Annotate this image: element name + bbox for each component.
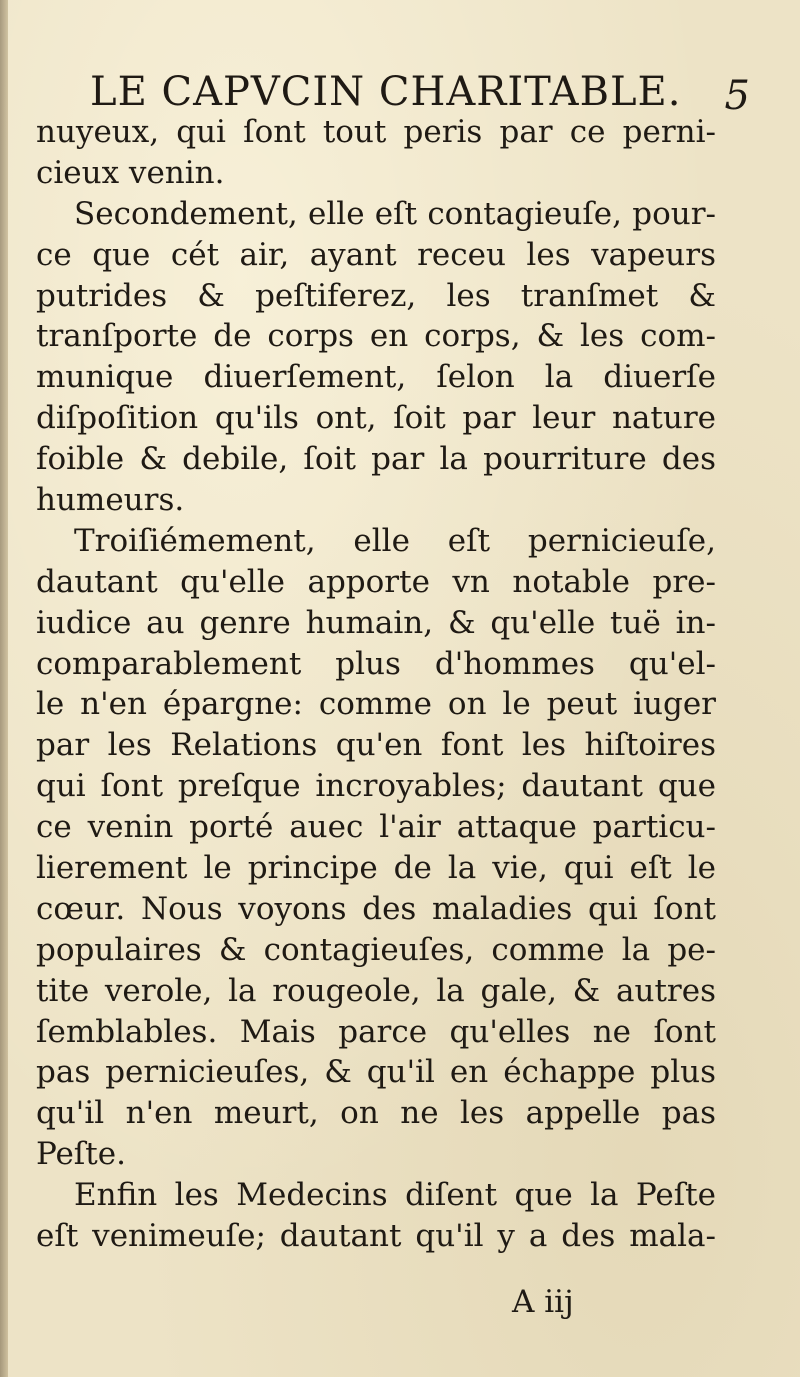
text-line: munique diuerſement, ſelon la diuerſe <box>36 359 716 396</box>
text-line: ce que cét air, ayant receu les vapeurs <box>36 236 716 273</box>
running-head: LE CAPVCIN CHARITABLE. <box>90 69 682 115</box>
text-line: Enfin les Medecins diſent que la Peſte <box>74 1177 716 1214</box>
text-line: foible & debile, ſoit par la pourriture des <box>36 441 716 478</box>
text-line: le n'en épargne: comme on le peut iuger <box>36 686 716 723</box>
page-number: 5 <box>724 73 750 119</box>
text-line: cieux venin. <box>36 154 225 191</box>
text-line: tranſporte de corps en corps, & les com- <box>36 318 716 355</box>
page-edge-shadow <box>0 0 8 1377</box>
text-line: eſt venimeuſe; dautant qu'il y a des mala- <box>36 1218 716 1255</box>
text-line: iudice au genre humain, & qu'elle tuë in- <box>36 604 716 641</box>
text-line: pas pernicieuſes, & qu'il en échappe plus <box>36 1054 716 1091</box>
body-text <box>36 112 716 1257</box>
text-line: comparablement plus d'hommes qu'el- <box>36 645 716 682</box>
text-line: nuyeux, qui ſont tout peris par ce perni- <box>36 114 716 150</box>
text-line: populaires & contagieuſes, comme la pe- <box>36 931 716 968</box>
text-line: putrides & peſtiferez, les tranſmet & <box>36 277 716 314</box>
text-line: ſemblables. Mais parce qu'elles ne ſont <box>36 1013 716 1050</box>
text-line: par les Relations qu'en font les hiſtoires <box>36 727 716 764</box>
text-line: Secondement, elle eſt contagieuſe, pour- <box>74 195 716 232</box>
text-line: ce venin porté auec l'air attaque particu- <box>36 809 716 846</box>
text-line: Peſte. <box>36 1136 126 1173</box>
text-line: humeurs. <box>36 482 185 519</box>
text-line: dautant qu'elle apporte vn notable pre- <box>36 563 716 600</box>
text-line: diſpoſition qu'ils ont, ſoit par leur nature <box>36 400 716 437</box>
text-line: tite verole, la rougeole, la gale, & autres <box>36 972 716 1009</box>
signature-mark: A iij <box>512 1284 574 1320</box>
text-line: Troiſiémement, elle eſt pernicieuſe, <box>74 522 716 559</box>
text-line: qu'il n'en meurt, on ne les appelle pas <box>36 1095 716 1132</box>
text-line: qui ſont preſque incroyables; dautant que <box>36 768 716 805</box>
text-line: lierement le principe de la vie, qui eſt le <box>36 850 716 887</box>
text-line: cœur. Nous voyons des maladies qui ſont <box>36 890 716 927</box>
